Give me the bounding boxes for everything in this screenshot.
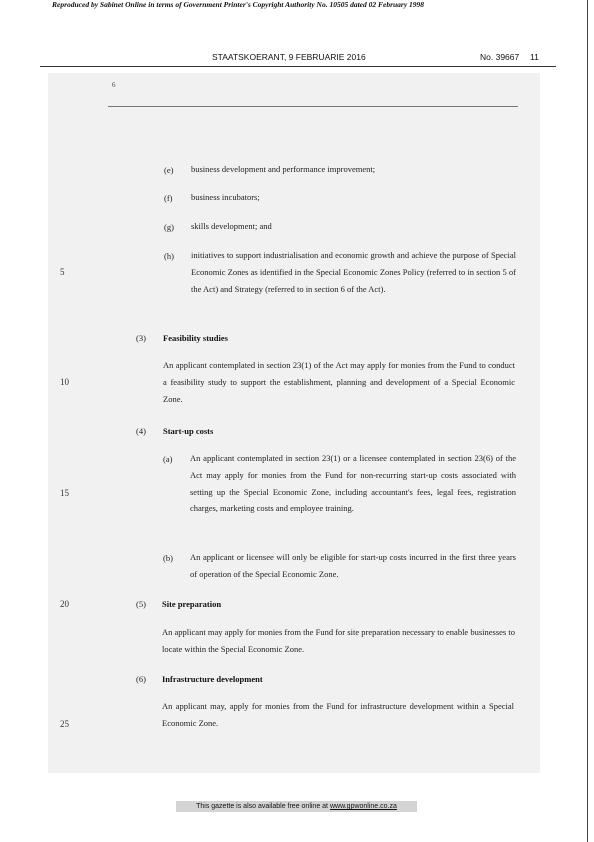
line-number-10: 10 — [60, 377, 69, 387]
inner-page-number: 6 — [112, 81, 116, 89]
header-rule — [40, 66, 556, 67]
item-g-text: skills development; and — [191, 221, 272, 231]
line-number-15: 15 — [60, 488, 69, 498]
section-4a-label: (a) — [163, 454, 173, 464]
copyright-notice: Reproduced by Sabinet Online in terms of Government Printer's Copyright Authority No. 10505 dated 02 February 1998 — [52, 0, 425, 9]
item-g-label: (g) — [164, 222, 174, 232]
section-6-body: An applicant may, apply for monies from the Fund for infrastructure development within a Special Economic Zone. — [162, 701, 514, 728]
section-5-heading: Site preparation — [162, 599, 222, 609]
section-4-heading: Start-up costs — [163, 426, 214, 436]
page-edge — [587, 0, 588, 842]
section-3-heading: Feasibility studies — [163, 333, 228, 343]
item-h-text: initiatives to support industrialisation and economic growth and achieve the purpose of Special Economic Zones as identified in the Special Economic Zones Policy (referred to in section 5 of the Act) and Strategy (referred to in section 6 of the Act). — [191, 250, 516, 294]
gazette-page-number: 11 — [530, 52, 539, 62]
inner-rule — [108, 106, 518, 107]
section-4b-text: An applicant or licensee will only be eligible for start-up costs incurred in the first three years of operation of the Special Economic Zone. — [190, 552, 516, 579]
gazette-title: STAATSKOERANT, 9 FEBRUARIE 2016 — [212, 52, 366, 62]
item-f-text: business incubators; — [191, 192, 260, 202]
section-3-label: (3) — [136, 333, 146, 343]
item-e-label: (e) — [164, 165, 174, 175]
section-5-label: (5) — [136, 599, 146, 609]
section-6-heading: Infrastructure development — [162, 674, 263, 684]
footer-link[interactable]: www.gpwonline.co.za — [329, 803, 397, 810]
section-4a-text: An applicant contemplated in section 23(1) or a licensee contemplated in section 23(6) of the Act may apply for monies from the Fund for non-recurring start-up costs associated with setting up the Special Economic Zone, including accountant's fees, legal fees, registration charges, marketing costs and employee training. — [190, 453, 516, 514]
item-e-text: business development and performance improvement; — [191, 164, 376, 174]
section-3-body: An applicant contemplated in section 23(1) of the Act may apply for monies from the Fund to conduct a feasibility study to support the establishment, planning and development of a Special Economic Zone. — [163, 360, 515, 404]
footer-notice — [176, 801, 417, 812]
gazette-number: No. 39667 — [480, 52, 520, 62]
footer-text: This gazette is also available free online at — [196, 803, 330, 810]
section-5-body: An applicant may apply for monies from the Fund for site preparation necessary to enable businesses to locate within the Special Economic Zone. — [162, 627, 515, 654]
line-number-25: 25 — [60, 719, 69, 729]
line-number-20: 20 — [60, 599, 69, 609]
item-f-label: (f) — [164, 193, 173, 203]
scanned-page — [48, 73, 540, 773]
item-h-label: (h) — [164, 251, 174, 261]
section-4-label: (4) — [136, 426, 146, 436]
line-number-5: 5 — [60, 267, 65, 277]
section-6-label: (6) — [136, 674, 146, 684]
section-4b-label: (b) — [163, 553, 173, 563]
